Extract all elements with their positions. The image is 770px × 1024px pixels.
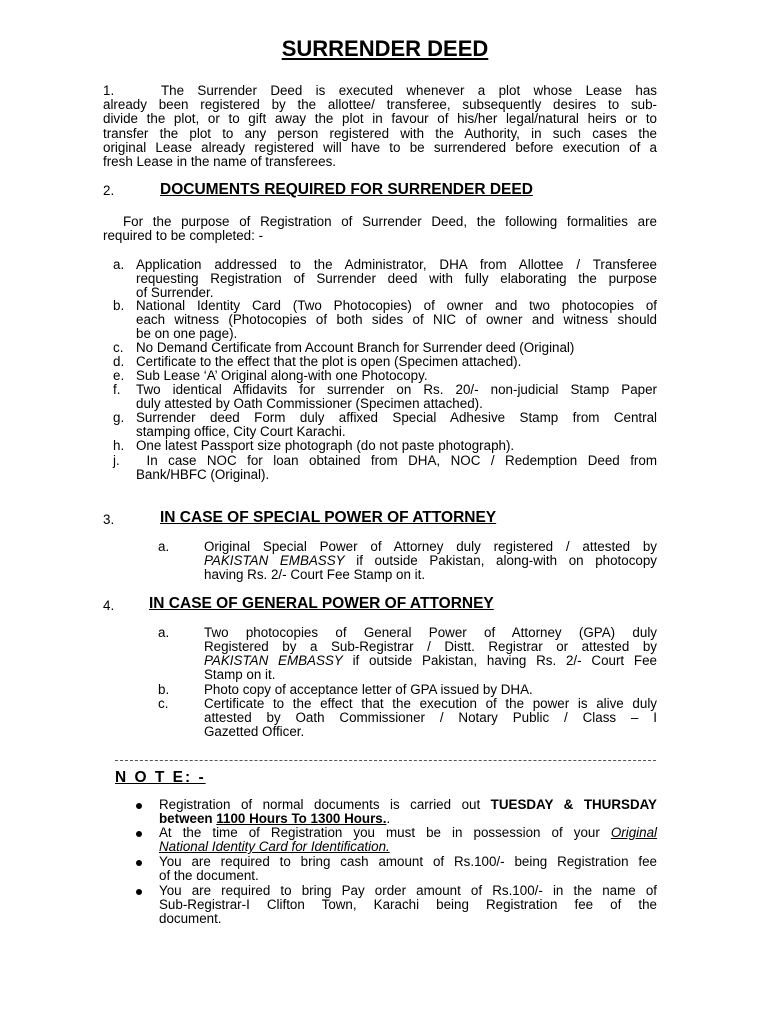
section-2-intro: For the purpose of Registration of Surrender Deed, the following formalities are <box>123 214 657 229</box>
list-item-line: each witness (Photocopies of both sides of NIC of owner and witness should <box>136 312 657 327</box>
note-line: document. <box>159 911 222 926</box>
bullet-icon <box>136 803 142 809</box>
section-2-intro: required to be completed: - <box>103 228 264 243</box>
note-text: . <box>386 811 391 826</box>
section-1-line: fresh Lease in the name of transferees. <box>103 154 336 169</box>
list-item-line: One latest Passport size photograph (do not paste photograph). <box>136 438 515 453</box>
bullet-icon <box>136 860 142 866</box>
list-item-line: Bank/HBFC (Original). <box>136 467 270 482</box>
list-item-label: d. <box>113 354 125 369</box>
note-bold: between <box>159 811 217 826</box>
list-item-line: Certificate to the effect that the plot is open (Specimen attached). <box>136 354 522 369</box>
list-item-line: having Rs. 2/- Court Fee Stamp on it. <box>204 567 426 582</box>
note-heading: N O T E: - <box>115 769 206 786</box>
list-item-label: f. <box>113 382 121 397</box>
bullet-icon <box>136 831 142 837</box>
note-italic: Original <box>610 825 657 840</box>
list-item-label: a. <box>158 625 170 640</box>
note-text: At the time of Registration you must be in possession of your <box>159 825 611 840</box>
list-item-line: Stamp on it. <box>204 667 276 682</box>
list-item-line: No Demand Certificate from Account Branch for Surrender deed (Original) <box>136 340 575 355</box>
list-item-line: requesting Registration of Surrender deed with fully elaborating the purpose <box>136 271 657 286</box>
list-item-line: of Surrender. <box>136 285 214 300</box>
list-item-label: b. <box>158 682 170 697</box>
list-item-line: stamping office, City Court Karachi. <box>136 424 346 439</box>
list-item-label: e. <box>113 368 125 383</box>
note-line <box>159 840 657 854</box>
note-bold: TUESDAY & THURSDAY <box>490 797 657 812</box>
embassy-text: PAKISTAN EMBASSY <box>204 553 345 568</box>
section-3-heading: IN CASE OF SPECIAL POWER OF ATTORNEY <box>160 509 497 526</box>
note-italic: National Identity Card for Identification. <box>159 839 390 854</box>
list-item-line: Certificate to the effect that the execution of the power is alive duly <box>204 696 657 711</box>
list-item-line: Original Special Power of Attorney duly registered / attested by <box>204 539 657 554</box>
section-4-heading: IN CASE OF GENERAL POWER OF ATTORNEY <box>149 595 494 612</box>
list-item-label: j. <box>113 453 120 468</box>
list-item-line: Gazetted Officer. <box>204 724 305 739</box>
list-item-label: a. <box>113 257 125 272</box>
section-3-number: 3. <box>103 512 115 527</box>
bullet-icon <box>136 889 142 895</box>
section-4-number: 4. <box>103 598 115 613</box>
note-line: of the document. <box>159 868 259 883</box>
section-1-line: already been registered by the allottee/ transferee, subsequently desires to sub- <box>103 97 657 112</box>
section-1-line: original Lease already registered will have to be surrendered before execution of a <box>103 140 657 155</box>
section-1-line: divide the plot, or to gift away the plot in favour of his/her legal/natural heirs or to <box>103 111 657 126</box>
list-item-label: c. <box>158 696 169 711</box>
list-item-label: h. <box>113 438 125 453</box>
note-line: Sub-Registrar-I Clifton Town, Karachi being Registration fee of the <box>159 897 657 912</box>
list-item-line: Two photocopies of General Power of Attorney (GPA) duly <box>204 625 657 640</box>
list-item-line: be on one page). <box>136 326 238 341</box>
note-text: Registration of normal documents is carried out <box>159 797 491 812</box>
list-item-label: a. <box>158 539 170 554</box>
list-item-line: Surrender deed Form duly affixed Special Adhesive Stamp from Central <box>136 410 657 425</box>
list-item-line: Registered by a Sub-Registrar / Distt. Registrar or attested by <box>204 639 657 654</box>
note-bold-underline: 1100 Hours To 1300 Hours. <box>216 811 387 826</box>
list-item-line: Two identical Affidavits for surrender on Rs. 20/- non-judicial Stamp Paper <box>136 382 657 397</box>
line-rest: if outside Pakistan, having Rs. 2/- Court Fee <box>342 653 658 668</box>
note-line: You are required to bring cash amount of Rs.100/- being Registration fee <box>159 854 657 869</box>
section-2-heading: DOCUMENTS REQUIRED FOR SURRENDER DEED <box>160 181 533 198</box>
list-item-line: Application addressed to the Administrator, DHA from Allottee / Transferee <box>136 257 657 272</box>
section-1-line: transfer the plot to any person registered with the Authority, in such cases the <box>103 126 657 141</box>
note-line: You are required to bring Pay order amount of Rs.100/- in the name of <box>159 883 657 898</box>
list-item-label: b. <box>113 298 125 313</box>
dashed-divider <box>115 760 656 761</box>
section-1-line: The Surrender Deed is executed whenever a plot whose Lease has <box>161 83 657 98</box>
list-item-line: In case NOC for loan obtained from DHA, NOC / Redemption Deed from <box>136 453 657 468</box>
list-item-label: g. <box>113 410 125 425</box>
embassy-text: PAKISTAN EMBASSY <box>204 653 343 668</box>
list-item-line: attested by Oath Commissioner / Notary Public / Class – I <box>204 710 657 725</box>
list-item-line: National Identity Card (Two Photocopies) of owner and two photocopies of <box>136 298 657 313</box>
list-item-line: duly attested by Oath Commissioner (Specimen attached). <box>136 396 483 411</box>
list-item-label: c. <box>113 340 124 355</box>
document-title: SURRENDER DEED <box>281 36 489 61</box>
line-rest: if outside Pakistan, along-with on photocopy <box>344 553 657 568</box>
list-item-line: Photo copy of acceptance letter of GPA issued by DHA. <box>204 682 533 697</box>
list-item-line: Sub Lease ‘A’ Original along-with one Photocopy. <box>136 368 428 383</box>
section-2-number: 2. <box>103 183 115 198</box>
section-1-number: 1. <box>103 83 115 98</box>
